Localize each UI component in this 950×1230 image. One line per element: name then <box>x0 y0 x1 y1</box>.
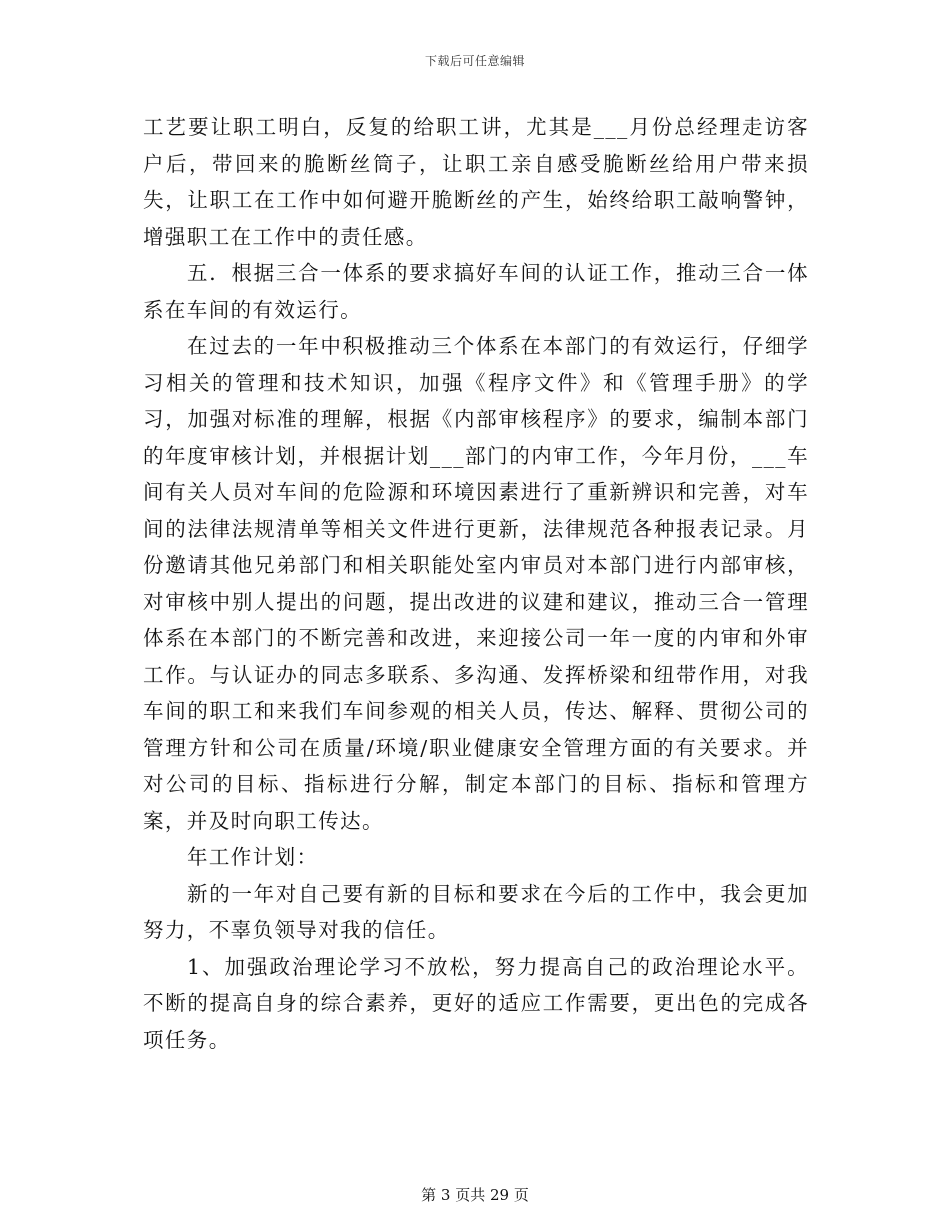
paragraph-6: 1、加强政治理论学习不放松，努力提高自己的政治理论水平。不断的提高自身的综合素养，更好的适应工作需要，更出色的完成各项任务。 <box>143 954 809 1052</box>
paragraph-2: 五．根据三合一体系的要求搞好车间的认证工作，推动三合一体系在车间的有效运行。 <box>143 261 809 322</box>
paragraph-1: 工艺要让职工明白，反复的给职工讲，尤其是___月份总经理走访客户后，带回来的脆断丝筒子，让职工亲自感受脆断丝给用户带来损失，让职工在工作中如何避开脆断丝的产生，始终给职工敲响警钟，增强职工在工作中的责任感。 <box>143 115 809 249</box>
paragraph-3: 在过去的一年中积极推动三个体系在本部门的有效运行，仔细学习相关的管理和技术知识，加强《程序文件》和《管理手册》的学习，加强对标准的理解，根据《内部审核程序》的要求，编制本部门的年度审核计划，并根据计划___部门的内审工作，今年月份，___车间有关人员对车间的危险源和环境因素进行了重新辨识和完善，对车间的法律法规清单等相关文件进行更新，法律规范各种报表记录。月份邀请其他兄弟部门和相关职能处室内审员对本部门进行内部审核，对审核中别人提出的问题，提出改进的议建和建议，推动三合一管理体系在本部门的不断完善和改进，来迎接公司一年一度的内审和外审工作。与认证办的同志多联系、多沟通、发挥桥梁和纽带作用，对我车间的职工和来我们车间参观的相关人员，传达、解释、贯彻公司的管理方针和公司在质量/环境/职业健康安全管理方面的有关要求。并对公司的目标、指标进行分解，制定本部门的目标、指标和管理方案，并及时向职工传达。 <box>143 334 809 833</box>
paragraph-4: 年工作计划： <box>187 845 319 869</box>
page-number: 第 3 页共 29 页 <box>421 1186 529 1204</box>
page-header: 下载后可任意编辑 <box>424 54 525 68</box>
document-body <box>143 109 809 1058</box>
paragraph-5: 新的一年对自己要有新的目标和要求在今后的工作中，我会更加努力，不辜负领导对我的信任。 <box>143 881 809 942</box>
